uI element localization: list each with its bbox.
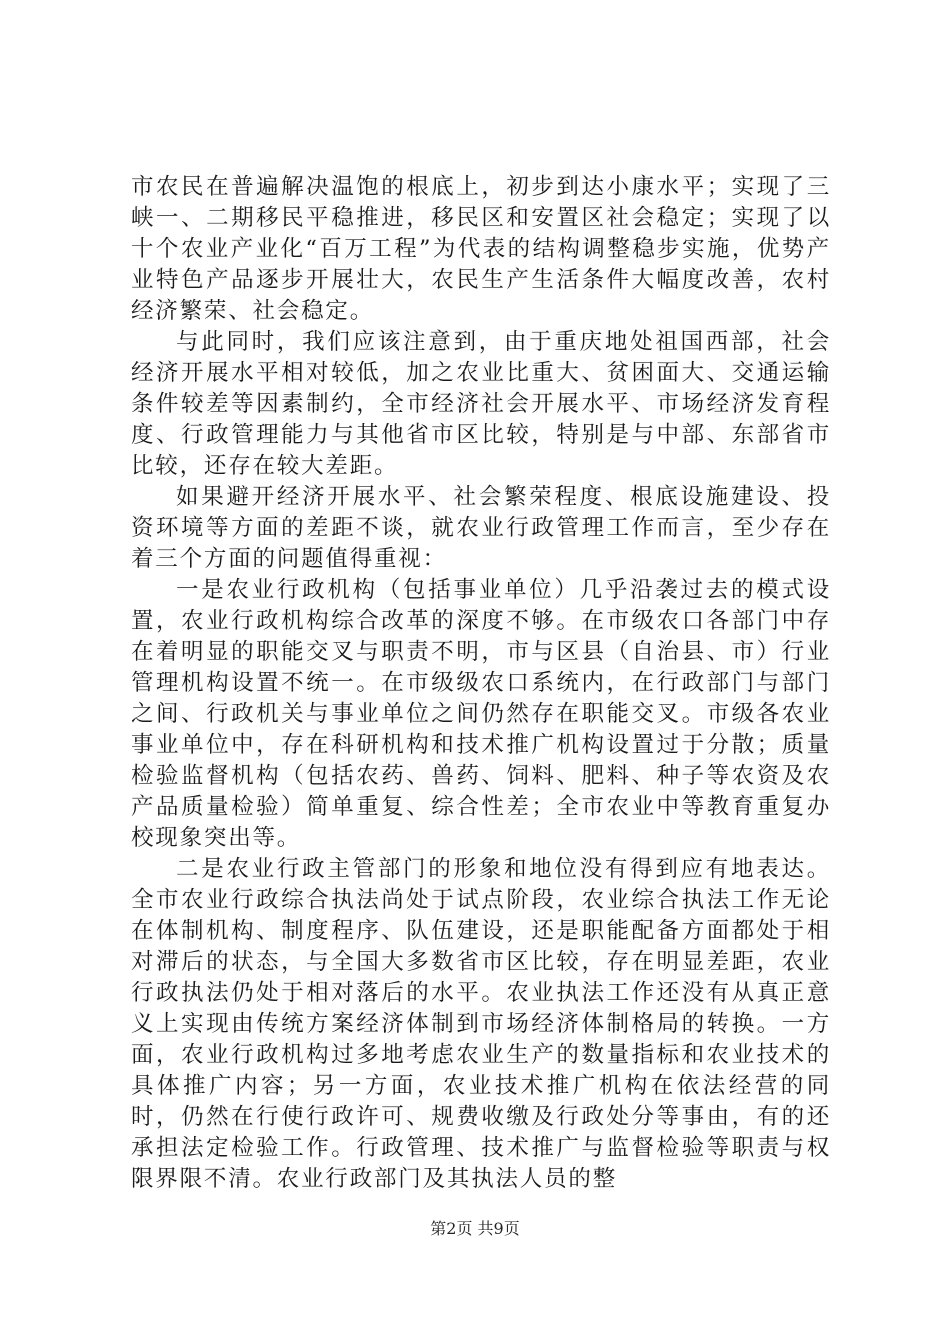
paragraph: 一是农业行政机构（包括事业单位）几乎沿袭过去的模式设置，农业行政机构综合改革的深度不够。在市级农口各部门中存在着明显的职能交叉与职责不明，市与区县（自治县、市）行业管理机构设置不统一。在市级级农口系统内，在行政部门与部门之间、行政机关与事业单位之间仍然存在职能交叉。市级各农业事业单位中，存在科研机构和技术推广机构设置过于分散；质量检验监督机构（包括农药、兽药、饲料、肥料、种子等农资及农产品质量检验）简单重复、综合性差；全市农业中等教育重复办校现象突出等。: [131, 577, 831, 851]
page-footer-label: 第2页 共9页: [430, 1219, 520, 1238]
paragraph-continuation: 市农民在普遍解决温饱的根底上，初步到达小康水平；实现了三峡一、二期移民平稳推进，移民区和安置区社会稳定；实现了以十个农业产业化“百万工程”为代表的结构调整稳步实施，优势产业特色产品逐步开展壮大，农民生产生活条件大幅度改善，农村经济繁荣、社会稳定。: [131, 174, 831, 324]
paragraph: 与此同时，我们应该注意到，由于重庆地处祖国西部，社会经济开展水平相对较低，加之农业比重大、贫困面大、交通运输条件较差等因素制约，全市经济社会开展水平、市场经济发育程度、行政管理能力与其他省市区比较，特别是与中部、东部省市比较，还存在较大差距。: [131, 329, 831, 479]
document-body: [131, 172, 831, 1195]
paragraph: 如果避开经济开展水平、社会繁荣程度、根底设施建设、投资环境等方面的差距不谈，就农业行政管理工作而言，至少存在着三个方面的问题值得重视：: [131, 484, 831, 572]
paragraph: 二是农业行政主管部门的形象和地位没有得到应有地表达。全市农业行政综合执法尚处于试点阶段，农业综合执法工作无论在体制机构、制度程序、队伍建设，还是职能配备方面都处于相对滞后的状态，与全国大多数省市区比较，存在明显差距，农业行政执法仍处于相对落后的水平。农业执法工作还没有从真正意义上实现由传统方案经济体制到市场经济体制格局的转换。一方面，农业行政机构过多地考虑农业生产的数量指标和农业技术的具体推广内容；另一方面，农业技术推广机构在依法经营的同时，仍然在行使行政许可、规费收缴及行政处分等事由，有的还承担法定检验工作。行政管理、技术推广与监督检验等职责与权限界限不清。农业行政部门及其执法人员的整: [131, 856, 831, 1192]
